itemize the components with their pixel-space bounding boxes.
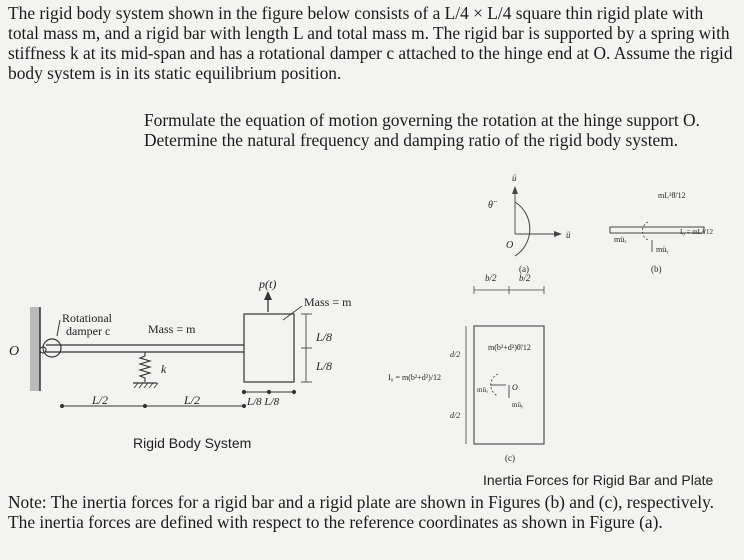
dim-L8-top: L/8 xyxy=(316,330,333,344)
spring-icon xyxy=(140,352,150,382)
note-text: Note: The inertia forces for a rigid bar and a rigid plate are shown in Figures (b) and (c), respectively. The inertia forces are defined with respect to the reference coordinates as shown in Figure (a). xyxy=(8,492,714,532)
figure-c-label: (c) xyxy=(505,453,515,463)
b-mux-label: müₓ xyxy=(614,235,627,244)
damper-label-1: Rotational xyxy=(62,311,112,325)
c-d2-top: d/2 xyxy=(450,350,461,359)
c-mux-label: müₓ xyxy=(477,386,488,394)
c-moment-label: m(b²+d²)θ̈/12 xyxy=(488,343,531,352)
figure-c xyxy=(466,286,544,444)
system-caption: Rigid Body System xyxy=(133,435,252,451)
a-origin-label: O xyxy=(506,240,514,251)
figure-b-label: (b) xyxy=(651,264,662,274)
figure-a-label: (a) xyxy=(519,264,529,274)
inertia-caption: Inertia Forces for Rigid Bar and Plate xyxy=(483,472,714,488)
c-b2-right: b/2 xyxy=(519,273,531,283)
b-IO-label: I₀ = mL²/12 xyxy=(680,228,713,236)
rigid-plate xyxy=(244,314,294,382)
a-ux-label: ü xyxy=(566,230,571,240)
dim-L8-bottom: L/8 xyxy=(316,359,333,373)
damper-label-2: damper c xyxy=(66,324,111,338)
dim-L2-left: L/2 xyxy=(92,393,109,407)
c-origin-label: O xyxy=(512,383,518,392)
a-theta-label: θ̈ xyxy=(488,200,493,211)
spring-label: k xyxy=(161,362,167,376)
plate-mass-label: Mass = m xyxy=(304,295,352,309)
dim-L2-right: L/2 xyxy=(184,393,201,407)
dim-L8-L8: L/8 L/8 xyxy=(247,396,280,408)
hinge-wall xyxy=(30,307,40,391)
problem-statement: The rigid body system shown in the figure below consists of a L/4 × L/4 square thin rigid plate with total mass m, and a rigid bar with length L and total mass m. The rigid bar is supported by a spring with stiffness k at its mid-span and has a rotational damper c attached to the hinge end at O. Assume the rigid body system is in its static equilibrium position. xyxy=(8,3,733,83)
force-label: p(t) xyxy=(259,277,277,291)
spring-ground xyxy=(134,383,158,388)
a-uy-label: ü xyxy=(512,173,517,183)
system-figure xyxy=(30,291,312,408)
b-muy-label: müᵧ xyxy=(656,245,669,254)
hinge-label: O xyxy=(9,344,20,359)
task-statement: Formulate the equation of motion governing the rotation at the hinge support O. Determine the natural frequency and damping ratio of the rigid body system. xyxy=(144,110,700,150)
figure-a xyxy=(512,186,562,256)
c-IO-label: I₀ = m(b²+d²)/12 xyxy=(388,373,442,382)
bar-mass-label: Mass = m xyxy=(148,322,196,336)
b-moment-label: mL²θ̈/12 xyxy=(658,191,686,200)
c-b2-left: b/2 xyxy=(485,273,497,283)
c-d2-bottom: d/2 xyxy=(450,411,461,420)
c-muy-label: müᵧ xyxy=(512,401,523,409)
